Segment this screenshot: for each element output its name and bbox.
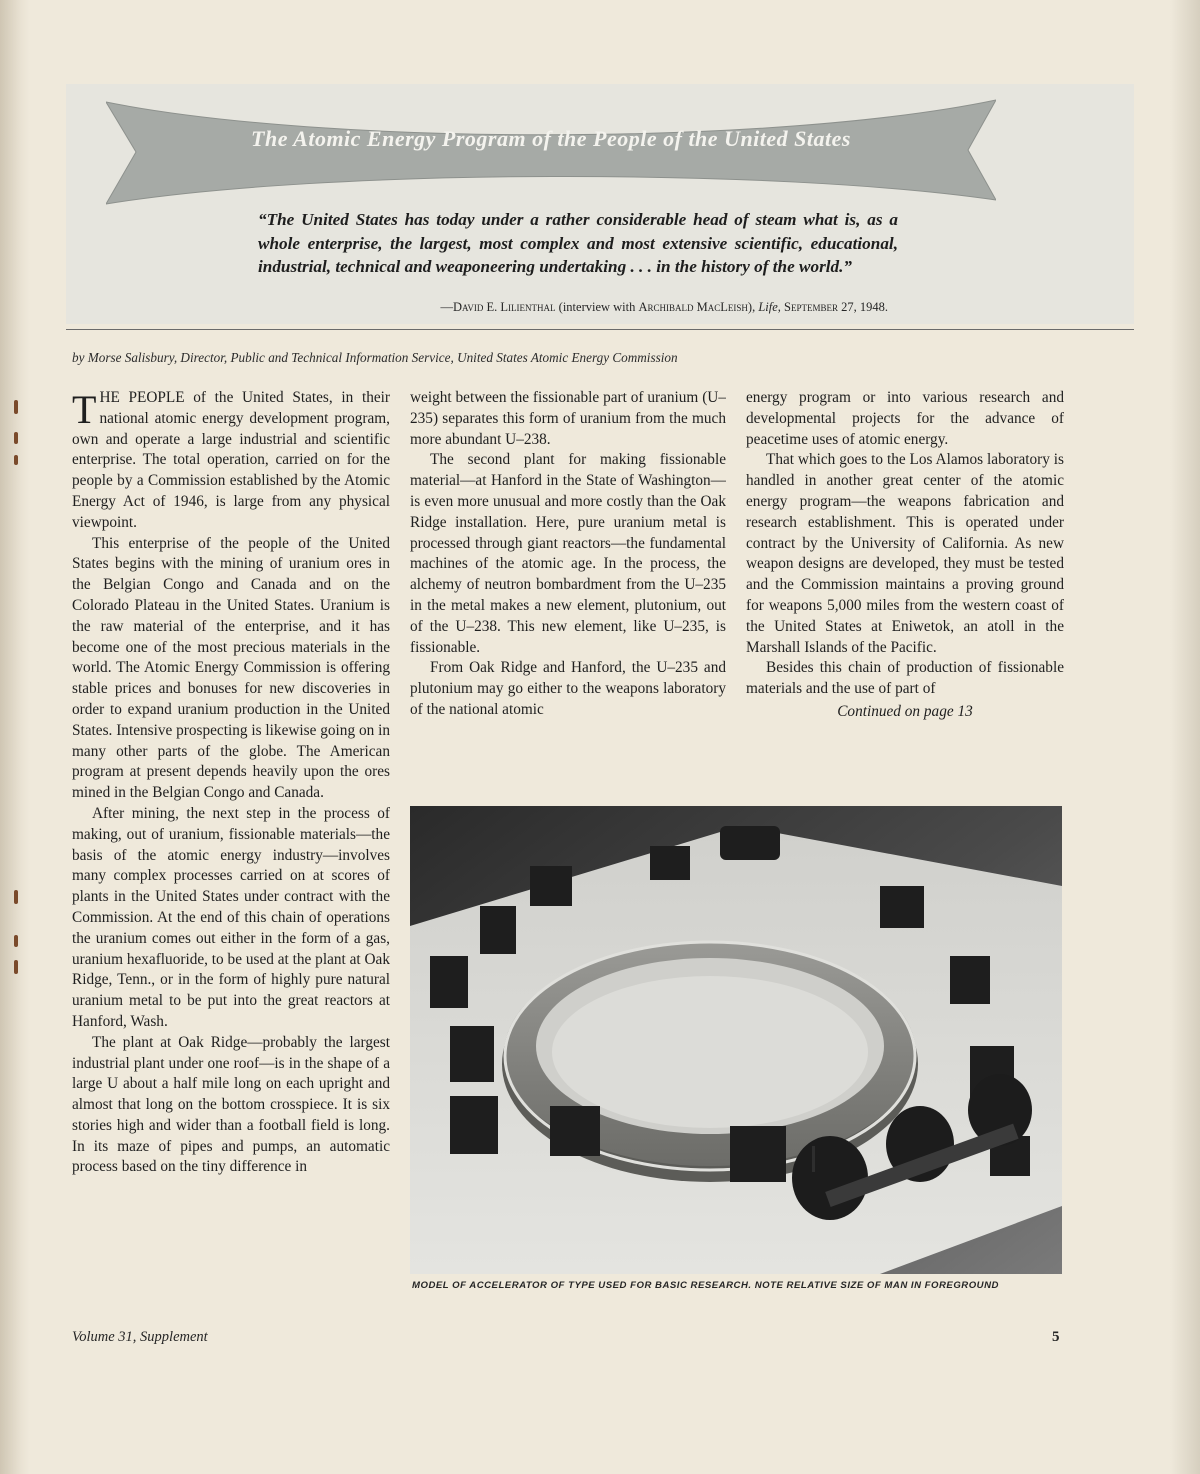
paragraph: weight between the fissionable part of uranium (U–235) separates this form of uranium from the much more abundant U–238. — [410, 389, 726, 448]
attribution-publication: Life — [758, 300, 778, 314]
binding-mark — [14, 890, 18, 904]
page-edge — [1170, 0, 1200, 1474]
attribution-prefix: — — [440, 300, 454, 314]
binding-mark — [14, 400, 18, 414]
attribution-separator: , — [777, 300, 785, 314]
paragraph: After mining, the next step in the process of making, out of uranium, fissionable materials—the basis of the atomic energy industry—involves many complex processes carried on at scores of plants in the United States under contract with the Commission. At the end of this chain of operations the uranium comes out either in the form of a gas, uranium hexafluoride, to be used at the plant at Oak Ridge, Tenn., or in the form of highly pure natural uranium metal to be put into the great reactors at Hanford, Wash. — [72, 804, 390, 1030]
banner-title: The Atomic Energy Program of the People of the United States — [251, 126, 851, 151]
attribution-name: David E. Lilienthal — [453, 300, 556, 314]
quote-attribution — [258, 300, 888, 315]
header-rule — [66, 329, 1134, 330]
photo-caption: MODEL OF ACCELERATOR OF TYPE USED FOR BASIC RESEARCH. NOTE RELATIVE SIZE OF MAN IN FOREGROUND — [412, 1280, 999, 1291]
byline: by Morse Salisbury, Director, Public and Technical Information Service, United States Atomic Energy Commission — [72, 350, 678, 365]
attribution-interview-open: (interview with — [555, 300, 639, 314]
binding-gutter — [0, 0, 30, 1474]
accelerator-photo-icon — [410, 806, 1062, 1274]
binding-mark — [14, 935, 18, 947]
drop-cap: T — [72, 388, 97, 432]
binding-mark — [14, 432, 18, 444]
paragraph: From Oak Ridge and Hanford, the U–235 and plutonium may go either to the weapons laboratory of the national atomic — [410, 659, 726, 718]
paragraph: This enterprise of the people of the United States begins with the mining of uranium ores in the Belgian Congo and Canada and on the Colorado Plateau in the United States. Uranium is the raw material of the enterprise, and it has become one of the most precious materials in the world. The Atomic Energy Commission is offering stable prices and bonuses for new discoveries in order to expand uranium production in the United States. Intensive prospecting is likewise going on in many other parts of the globe. The American program at present depends heavily upon the ores mined in the Belgian Congo and Canada. — [72, 534, 390, 802]
volume-label: Volume 31, Supplement — [72, 1329, 208, 1345]
paragraph — [72, 388, 390, 534]
continued-note: Continued on page 13 — [837, 702, 973, 720]
binding-mark — [14, 960, 18, 974]
paragraph: energy program or into various research and developmental projects for the advance of peacetime uses of atomic energy. — [746, 389, 1064, 448]
epigraph-quote: “The United States has today under a rather considerable head of steam what is, as a whole enterprise, the largest, most complex and most extensive scientific, educational, industrial, technical and weaponeering undertaking . . . in the history of the world.” — [258, 210, 898, 276]
attribution-date: September — [784, 300, 838, 314]
attribution-interviewer: Archibald MacLeish — [638, 300, 748, 314]
paragraph: That which goes to the Los Alamos laboratory is handled in another great center of the atomic energy program—the weapons fabrication and research establishment. This is operated under contract by the University of California. As new weapon designs are developed, they must be tested and the Commission maintains a proving ground for weapons 5,000 miles from the western coast of the United States at Eniwetok, an atoll in the Marshall Islands of the Pacific. — [746, 451, 1064, 656]
attribution-date-rest: 27, 1948. — [838, 300, 888, 314]
paragraph: Besides this chain of production of fissionable materials and the use of part of — [746, 659, 1064, 698]
paragraph: The second plant for making fissionable material—at Hanford in the State of Washington—is even more unusual and more costly than the Oak Ridge installation. Here, pure uranium metal is processed through giant reactors—the fundamental machines of the atomic age. In the process, the alchemy of neutron bombardment from the U–235 in the metal makes a new element, plutonium, out of the U–238. This new element, like U–235, is fissionable. — [410, 451, 726, 656]
page-number: 5 — [1052, 1329, 1060, 1345]
article-column-1 — [72, 388, 390, 1310]
binding-mark — [14, 455, 18, 465]
attribution-interview-close: ), — [747, 300, 759, 314]
article-column-3 — [746, 388, 1064, 800]
article-column-2 — [410, 388, 726, 800]
paragraph: The plant at Oak Ridge—probably the largest industrial plant under one roof—is in the shape of a large U about a half mile long on each upright and almost that long on the bottom crosspiece. It is six stories high and wider than a football field is long. In its maze of pipes and pumps, an automatic process based on the tiny difference in — [72, 1033, 390, 1176]
paragraph-text: HE PEOPLE of the United States, in their national atomic energy development program, own and operate a large industrial and scientific enterprise. The total operation, carried on for the people by a Commission established by the Atomic Energy Act of 1946, is large from any physical viewpoint. — [72, 389, 390, 531]
